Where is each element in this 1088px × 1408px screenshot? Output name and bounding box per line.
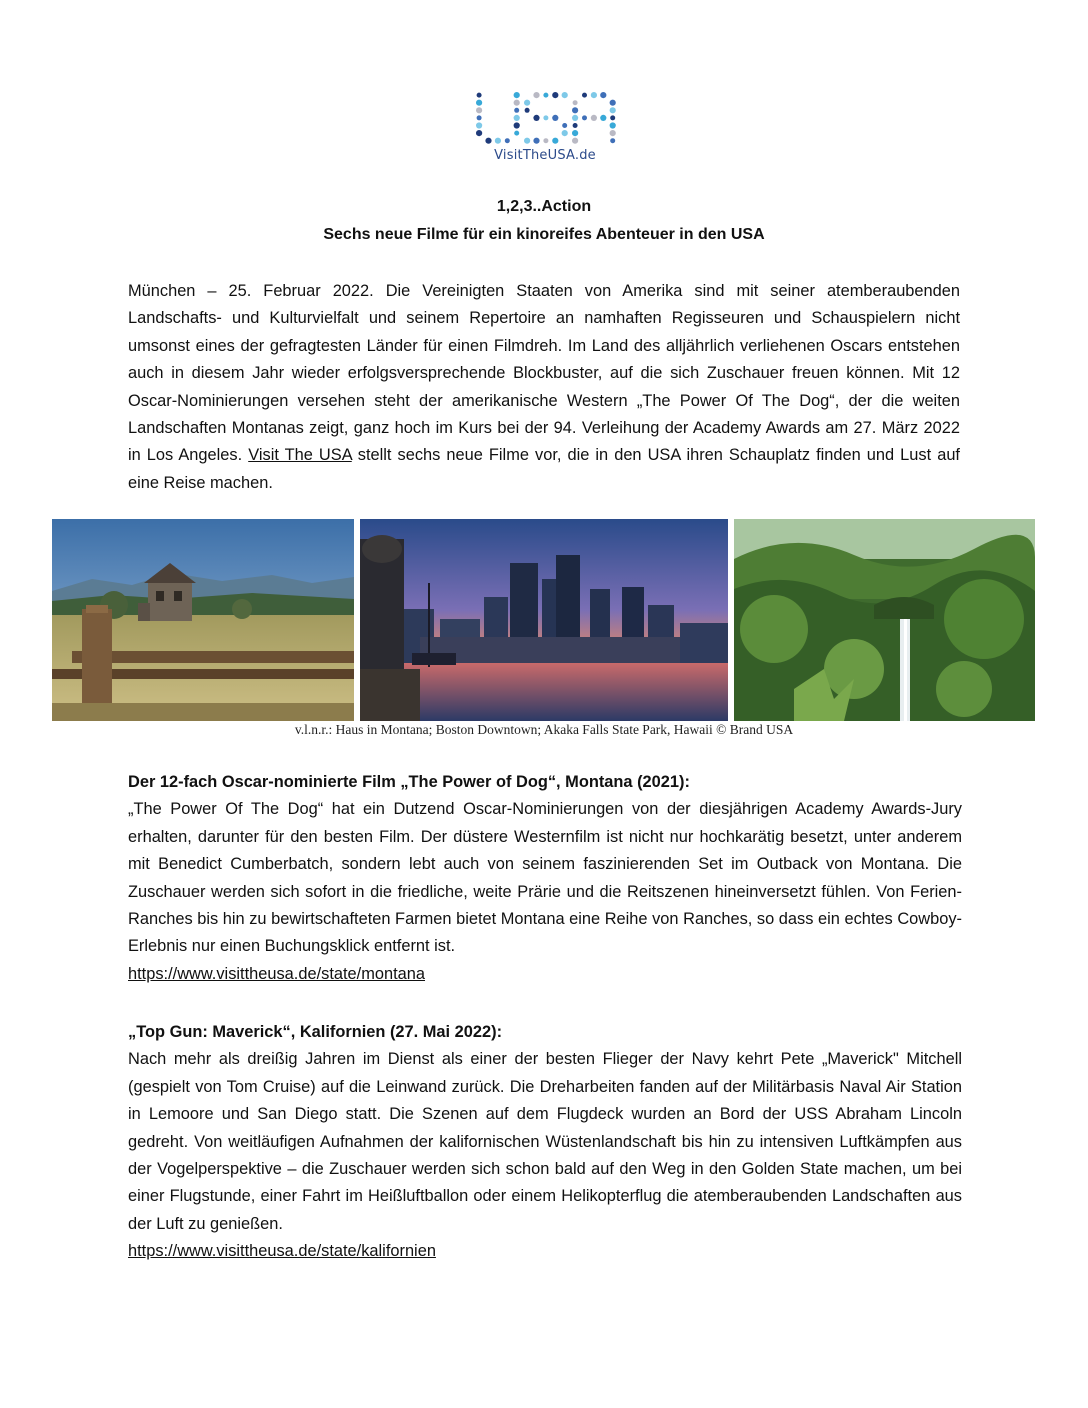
intro-text-start: München – 25. Februar 2022. Die Vereinigten Staaten von Amerika sind mit seiner atemberaubenden Landschafts- und Kulturvielfalt und seinem Repertoire an namhaften Regisseuren und Schauspielern nicht umsonst eines der gefragtesten Länder für einen Filmdreh. Im Land des alljährlich verliehenen Oscars entstehen auch in diesem Jahr wieder erfolgsversprechende Blockbuster, auf die sich Zuschauer freuen können. Mit 12 Oscar-Nominierungen versehen steht der amerikanische Western „The Power Of The Dog“, der die weiten Landschaften Montanas zeigt, ganz hoch im Kurs bei der 94. Verleihung der Academy Awards am 27. März 2022 in Los Angeles.	[128, 282, 960, 465]
visit-the-usa-link[interactable]: Visit The USA	[248, 446, 352, 465]
photo-montana-house	[52, 519, 354, 721]
photo-boston-downtown	[360, 519, 728, 721]
section-power-of-the-dog	[128, 769, 962, 988]
photo-akaka-falls	[734, 519, 1035, 721]
intro-paragraph	[128, 278, 960, 497]
section-heading: „Top Gun: Maverick“, Kalifornien (27. Mai 2022):	[128, 1023, 503, 1041]
photo-caption: v.l.n.r.: Haus in Montana; Boston Downtown; Akaka Falls State Park, Hawaii © Brand USA	[294, 722, 794, 737]
logo-caption: VisitTheUSA.de	[494, 148, 596, 163]
page-subtitle: Sechs neue Filme für ein kinoreifes Abenteuer in den USA	[323, 226, 765, 243]
intro-text-end: stellt sechs neue Filme vor, die in den USA ihren Schauplatz finden und Lust auf eine Reise machen.	[128, 446, 960, 492]
section-body: Nach mehr als dreißig Jahren im Dienst als einer der besten Flieger der Navy kehrt Pete „Maverick" Mitchell (gespielt von Tom Cruise) auf die Leinwand zurück. Die Dreharbeiten fanden auf der Militärbasis Naval Air Station in Lemoore und San Diego statt. Die Szenen auf dem Flugdeck wurden an Bord der USS Abraham Lincoln gedreht. Von weitläufigen Aufnahmen der kalifornischen Wüstenlandschaft bis hin zu intensiven Luftkämpfen aus der Vogelperspektive – die Zuschauer werden sich schon bald auf den Weg in den Golden State machen, um bei einer Flugstunde, einer Fahrt im Heißluftballon oder einem Helikopterflug die atemberaubenden Landschaften aus der Luft zu genießen.	[128, 1050, 962, 1233]
kalifornien-link[interactable]: https://www.visittheusa.de/state/kalifornien	[128, 1242, 436, 1261]
usa-dot-logo-icon	[474, 90, 616, 146]
section-body: „The Power Of The Dog“ hat ein Dutzend Oscar-Nominierungen von der diesjährigen Academy Awards-Jury erhalten, darunter für den besten Film. Der düstere Westernfilm ist nicht nur hochkarätig besetzt, unter anderem mit Benedict Cumberbatch, sondern lebt auch von seinem faszinierenden Set im Outback von Montana. Die Zuschauer werden sich sofort in die friedliche, weite Prärie und die Reitszenen hineinversetzt fühlen. Von Ferien-Ranches bis hin zu bewirtschafteten Farmen bietet Montana eine Reihe von Ranches, so dass ein echtes Cowboy-Erlebnis nur einen Buchungsklick entfernt ist.	[128, 800, 962, 956]
page-title: 1,2,3..Action	[496, 198, 592, 215]
section-heading: Der 12-fach Oscar-nominierte Film „The Power of Dog“, Montana (2021):	[128, 773, 690, 791]
montana-link[interactable]: https://www.visittheusa.de/state/montana	[128, 964, 426, 983]
section-top-gun-maverick	[128, 1019, 962, 1266]
